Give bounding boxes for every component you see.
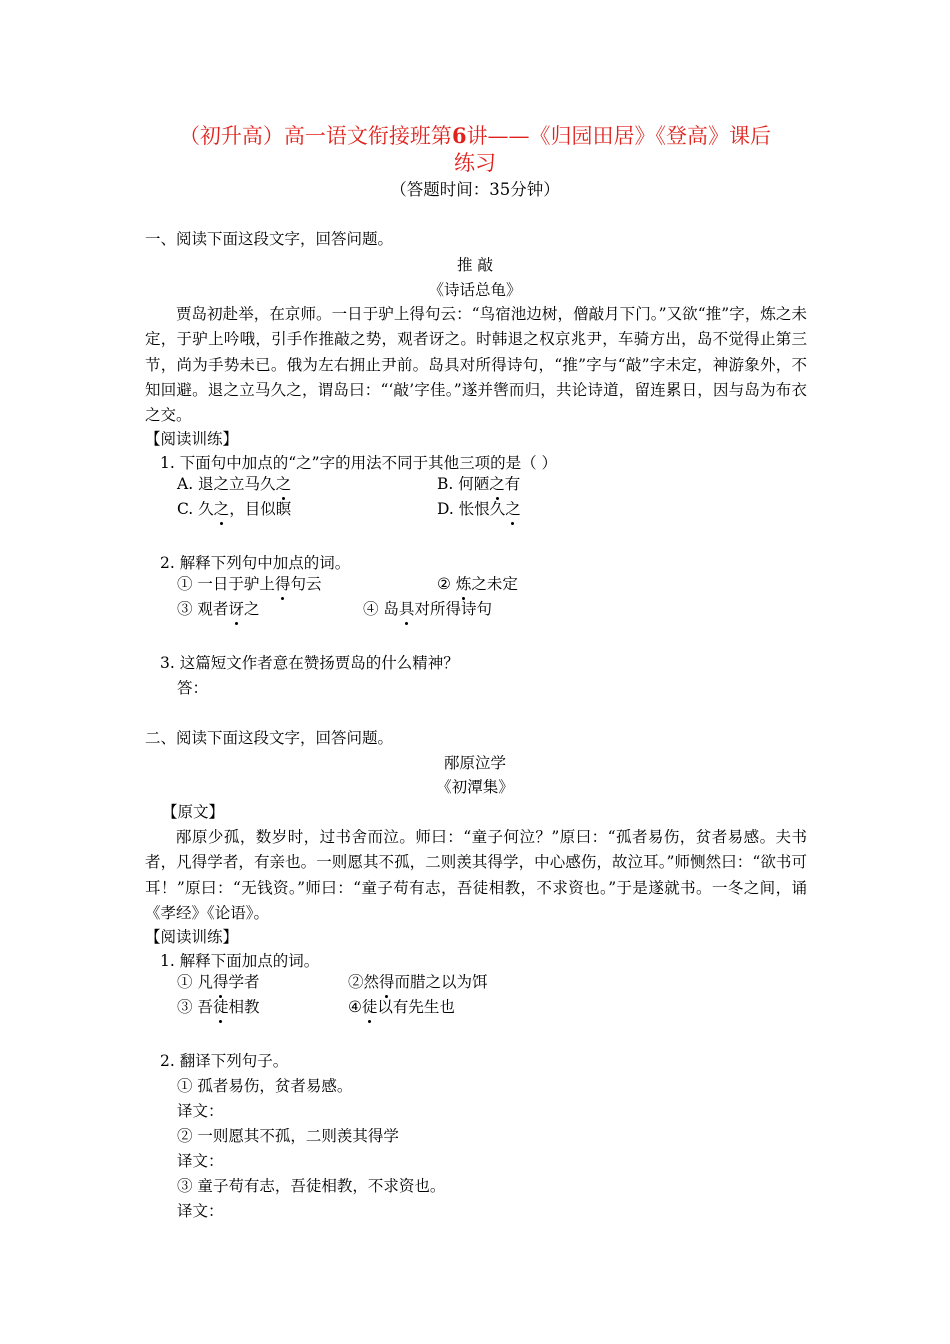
section2-source: 《初潭集》 bbox=[436, 778, 514, 796]
time-note: （答题时间：35分钟） bbox=[390, 180, 560, 199]
s2-q1-item-2: ②然得而腊之以为饵 bbox=[348, 973, 488, 991]
section2-training-label: 【阅读训练】 bbox=[145, 928, 239, 946]
s1-q3-answer-label: 答： bbox=[177, 679, 209, 697]
s1-q1-stem: 1. 下面句中加点的“之”字的用法不同于其他三项的是（ ） bbox=[160, 454, 557, 472]
emphasis-dot-char: 得 bbox=[212, 973, 229, 991]
section1-heading: 一、阅读下面这段文字，回答问题。 bbox=[145, 230, 394, 248]
s2-q1-item-4: ④徒以有先生也 bbox=[348, 998, 455, 1016]
document-title bbox=[120, 122, 830, 177]
emphasis-dot-char: 具 bbox=[398, 600, 415, 618]
title-line-2: 练习 bbox=[454, 151, 496, 175]
emphasis-dot-char: 得 bbox=[274, 575, 291, 593]
emphasis-dot-char: 得 bbox=[379, 973, 395, 991]
section1-training-label: 【阅读训练】 bbox=[145, 430, 239, 448]
s2-q1-item-1: ① 凡得学者 bbox=[177, 973, 260, 991]
s1-q1-option-c: C. 久之，目似瞑 bbox=[177, 500, 292, 518]
section2-heading: 二、阅读下面这段文字，回答问题。 bbox=[145, 729, 394, 747]
s2-q2-sentence-2: ② 一则愿其不孤，二则羡其得学 bbox=[177, 1127, 399, 1145]
section1-passage: 贾岛初赴举，在京师。一日于驴上得句云：“鸟宿池边树，僧敲月下门。”又欲“推”字，炼之未定，于驴上吟哦，引手作推敲之势，观者讶之。时韩退之权京兆尹，车骑方出，岛不觉得止第三节，尚为手势未已。俄为左右拥止尹前。岛具对所得诗句，“推”字与“敲”字未定，神游象外，不知回避。退之立马久之，谓岛曰：“‘敲’字佳。”遂并辔而归，共论诗道，留连累日，因与岛为布衣之交。 bbox=[145, 305, 807, 425]
s1-q3-stem: 3. 这篇短文作者意在赞扬贾岛的什么精神？ bbox=[160, 654, 459, 672]
s1-q2-item-3: ③ 观者讶之 bbox=[177, 600, 260, 618]
s1-q2-item-1: ① 一日于驴上得句云 bbox=[177, 575, 322, 593]
s2-q2-translation-label-1: 译文： bbox=[177, 1102, 224, 1120]
section1-text-title: 推 敲 bbox=[457, 256, 493, 274]
lesson-number: 6 bbox=[451, 123, 467, 148]
section1-source: 《诗话总龟》 bbox=[428, 281, 522, 299]
emphasis-dot-char: 之 bbox=[275, 475, 292, 493]
emphasis-dot-char: 炼 bbox=[455, 575, 472, 593]
s1-q2-stem: 2. 解释下列句中加点的词。 bbox=[160, 554, 351, 572]
s2-q2-translation-label-2: 译文： bbox=[177, 1152, 224, 1170]
s2-q2-translation-label-3: 译文： bbox=[177, 1202, 224, 1220]
title-text-b: 讲——《归园田居》《登高》课后 bbox=[466, 124, 772, 148]
emphasis-dot-char: 之 bbox=[489, 475, 505, 493]
s2-q2-sentence-1: ① 孤者易伤，贫者易感。 bbox=[177, 1077, 353, 1095]
emphasis-dot-char: 徒 bbox=[361, 998, 378, 1016]
emphasis-dot-char: 之 bbox=[505, 500, 521, 518]
s1-q2-item-4: ④ 岛具对所得诗句 bbox=[363, 600, 492, 618]
section2-text-title: 邴原泣学 bbox=[443, 754, 506, 772]
section2-passage: 邴原少孤，数岁时，过书舍而泣。师曰：“童子何泣？”原曰：“孤者易伤，贫者易感。夫书者，凡得学者，有亲也。一则愿其不孤，二则羡其得学，中心感伤，故泣耳。”师恻然曰：“欲书可耳！”原曰：“无钱资。”师曰：“童子苟有志，吾徒相教，不求资也。”于是遂就书。一冬之间，诵《孝经》《论语》。 bbox=[145, 828, 807, 922]
s2-q1-stem: 1. 解释下面加点的词。 bbox=[160, 952, 320, 970]
emphasis-dot-char: 讶 bbox=[228, 600, 244, 618]
s1-q1-option-b: B. 何陋之有 bbox=[437, 475, 521, 493]
section2-original-label: 【原文】 bbox=[162, 803, 225, 821]
s2-q2-stem: 2. 翻译下列句子。 bbox=[160, 1052, 289, 1070]
s2-q2-sentence-3: ③ 童子苟有志，吾徒相教，不求资也。 bbox=[177, 1177, 446, 1195]
s1-q1-option-a: A. 退之立马久之 bbox=[177, 475, 292, 493]
s1-q1-option-d: D. 怅恨久之 bbox=[437, 500, 521, 518]
emphasis-dot-char: 徒 bbox=[212, 998, 229, 1016]
s2-q1-item-3: ③ 吾徒相教 bbox=[177, 998, 260, 1016]
title-text-a: （初升高）高一语文衔接班第 bbox=[178, 124, 452, 148]
emphasis-dot-char: 之 bbox=[213, 500, 230, 518]
s1-q2-item-2: ② 炼之未定 bbox=[437, 575, 518, 593]
